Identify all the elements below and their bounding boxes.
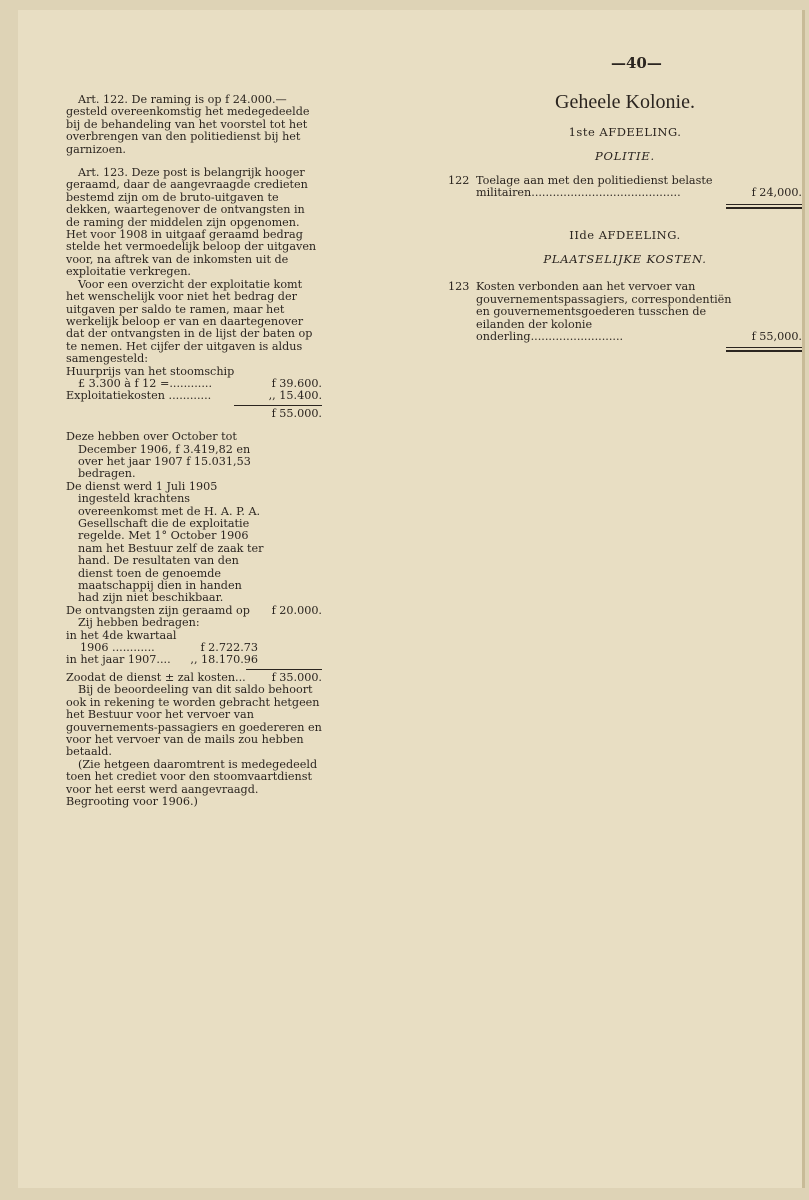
year-row bbox=[66, 654, 258, 666]
reference-paragraph: (Zie hetgeen daaromtrent is medegedeeld toen het crediet voor den stoomvaartdienst voor het eerst werd aangevraagd. Begrooting voor 1906.) bbox=[66, 757, 318, 808]
quarter-label: in het 4de kwartaal bbox=[66, 628, 177, 642]
department-1-heading: 1ste AFDEELING. bbox=[568, 125, 682, 139]
art122-note: Art. 122. De raming is op f 24.000.— gesteld overeenkomstig het medegedeelde bij de behandeling van het voorstel tot het overbrengen van den politiedienst bij het garnizoen. bbox=[66, 93, 310, 156]
section-local-costs-heading: PLAATSELIJKE KOSTEN. bbox=[543, 252, 707, 267]
total-amount: f 55.000. bbox=[271, 406, 322, 420]
budget-column bbox=[448, 90, 802, 352]
budget-item-122 bbox=[448, 175, 802, 200]
notes-column bbox=[66, 94, 322, 808]
sum-rule-2 bbox=[246, 669, 322, 670]
art123-note: Art. 123. Deze post is belangrijk hooger geraamd, daar de aangevraagde credieten bestemd zijn om de bruto-uitgaven te dekken, waartegenover de ontvangsten in de raming der middelen zijn opgenomen. Het voor 1908 in uitgaaf geraamd bedrag stelde het vermoedelijk beloop der uitgaven voor, na aftrek van de inkomsten uit de exploitatie verkregen. bbox=[66, 166, 317, 279]
item-amount: f 24,000. bbox=[751, 186, 802, 200]
assessment-paragraph: Bij de beoordeeling van dit saldo behoort ook in rekening te worden gebracht hetgeen het Bestuur voor het vervoer van gouvernements-passagiers en goedereren en voor het vervoer van de mails zou hebben betaald. bbox=[66, 683, 322, 759]
section-police-heading: POLITIE. bbox=[594, 149, 655, 164]
net-cost-amount: f 35.000. bbox=[271, 670, 322, 684]
item-amount: f 55,000. bbox=[751, 330, 802, 344]
item-number: 122 bbox=[448, 173, 470, 187]
receipts-amount: f 20.000. bbox=[271, 603, 322, 617]
rent-calc: £ 3.300 à f 12 =............ bbox=[78, 376, 213, 390]
overview-paragraph: Voor een overzicht der exploitatie komt het wenschelijk voor niet het bedrag der uitgaven per saldo te ramen, maar het werkelijk beloop er van en daartegenover dat der ontvangsten in de lijst der baten op te nemen. Het cijfer der uitgaven is aldus samengesteld: bbox=[66, 277, 313, 366]
rent-label: Huurprijs van het stoomschip bbox=[66, 364, 235, 378]
exploitation-row bbox=[66, 390, 322, 402]
costs-paragraph: Deze hebben over October tot December 1906, f 3.419,82 en over het jaar 1907 f 15.031,53 bedragen. bbox=[66, 430, 251, 481]
quarter-amount: f 2.722.73 bbox=[200, 641, 258, 655]
department-2-heading: IIde AFDEELING. bbox=[569, 227, 681, 242]
page-number: —40— bbox=[611, 54, 662, 72]
item-description: Kosten verbonden aan het vervoer van gouvernementspassagiers, correspondentiën en gouvernementsgoederen tusschen de eilanden der kolonie onderling.......................... bbox=[476, 280, 732, 344]
item-number: 123 bbox=[448, 280, 470, 294]
double-rule bbox=[726, 204, 802, 209]
service-paragraph: De dienst werd 1 Juli 1905 ingesteld krachtens overeenkomst met de H. A. P. A. Gesellschaft die de exploitatie regelde. Met 1° October 1906 nam het Bestuur zelf de zaak ter hand. De resultaten van den dienst toen de genoemde maatschappij dien in handen had zijn niet beschikbaar. bbox=[66, 479, 264, 605]
receipts-label: De ontvangsten zijn geraamd op bbox=[66, 603, 250, 617]
budget-title: Geheele Kolonie. bbox=[555, 91, 695, 113]
year-amount: ,, 18.170.96 bbox=[190, 653, 258, 667]
exploitation-amount: ,, 15.400. bbox=[268, 389, 322, 403]
exploitation-label: Exploitatiekosten ............ bbox=[66, 389, 212, 403]
rent-amount: f 39.600. bbox=[271, 376, 322, 390]
document-page bbox=[18, 10, 805, 1188]
year-label: in het jaar 1907.... bbox=[66, 653, 171, 667]
net-cost-label: Zoodat de dienst ± zal kosten... bbox=[66, 670, 246, 684]
amounts-intro: Zij hebben bedragen: bbox=[78, 616, 200, 630]
total-row bbox=[66, 408, 322, 420]
sum-rule bbox=[234, 405, 322, 406]
item-description: Toelage aan met den politiedienst belaste militairen.......................................... bbox=[476, 173, 713, 200]
quarter-year: 1906 ............ bbox=[80, 641, 155, 655]
double-rule bbox=[726, 347, 802, 352]
budget-item-123 bbox=[448, 281, 802, 343]
